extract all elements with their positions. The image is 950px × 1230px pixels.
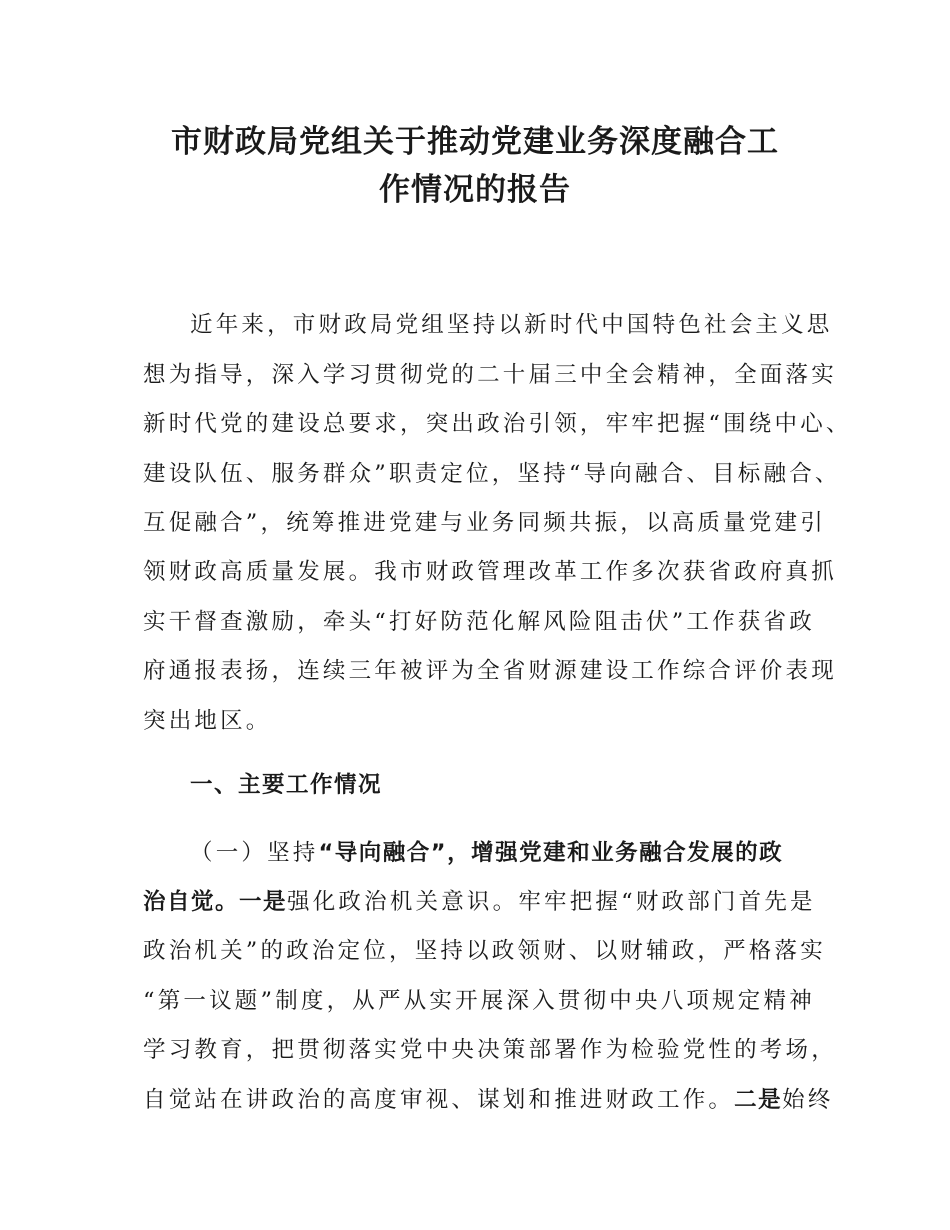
intro-paragraph-line: 建设队伍、服务群众”职责定位，坚持“导向融合、目标融合、: [143, 461, 841, 487]
enumeration-marker: 二是: [734, 1087, 783, 1113]
body-text: 始终: [782, 1087, 834, 1113]
intro-paragraph-line: 互促融合”，统筹推进党建与业务同频共振，以高质量党建引: [143, 510, 826, 536]
body-paragraph-line: [143, 1083, 843, 1117]
body-paragraph-line: [143, 885, 843, 919]
subsection-title-bold-cont: 治自觉。一是: [143, 889, 288, 915]
intro-paragraph-line: 新时代党的建设总要求，突出政治引领，牢牢把握“围绕中心、: [143, 411, 852, 437]
body-text: 强化政治机关意识。牢牢把握“财政部门首先是: [287, 889, 816, 915]
subsection-title-line: [190, 836, 890, 870]
intro-paragraph-line: 想为指导，深入学习贯彻党的二十届三中全会精神，全面落实: [143, 362, 837, 388]
intro-paragraph-line: 领财政高质量发展。我市财政管理改革工作多次获省政府真抓: [143, 559, 837, 585]
intro-paragraph-line: 突出地区。: [143, 708, 272, 734]
body-paragraph-line: 政治机关”的政治定位，坚持以政领财、以财辅政，严格落实: [143, 938, 826, 964]
body-paragraph-line: 学习教育，把贯彻落实党中央决策部署作为检验党性的考场，: [143, 1037, 837, 1063]
body-text: 自觉站在讲政治的高度审视、谋划和推进财政工作。: [143, 1087, 735, 1113]
section-heading: 一、主要工作情况: [190, 772, 383, 798]
intro-paragraph-line: 近年来，市财政局党组坚持以新时代中国特色社会主义思: [190, 312, 833, 338]
subsection-prefix: （一）坚持: [190, 840, 319, 866]
subsection-title-bold: “导向融合”，增强党建和业务融合发展的政: [318, 840, 784, 866]
intro-paragraph-line: 府通报表扬，连续三年被评为全省财源建设工作综合评价表现: [143, 658, 837, 684]
document-title-line-2: 作情况的报告: [379, 172, 571, 208]
body-paragraph-line: “第一议题”制度，从严从实开展深入贯彻中央八项规定精神: [143, 988, 815, 1014]
document-title-line-1: 市财政局党组关于推动党建业务深度融合工: [171, 124, 779, 160]
intro-paragraph-line: 实干督查激励，牵头“打好防范化解风险阻击伏”工作获省政: [143, 609, 815, 635]
